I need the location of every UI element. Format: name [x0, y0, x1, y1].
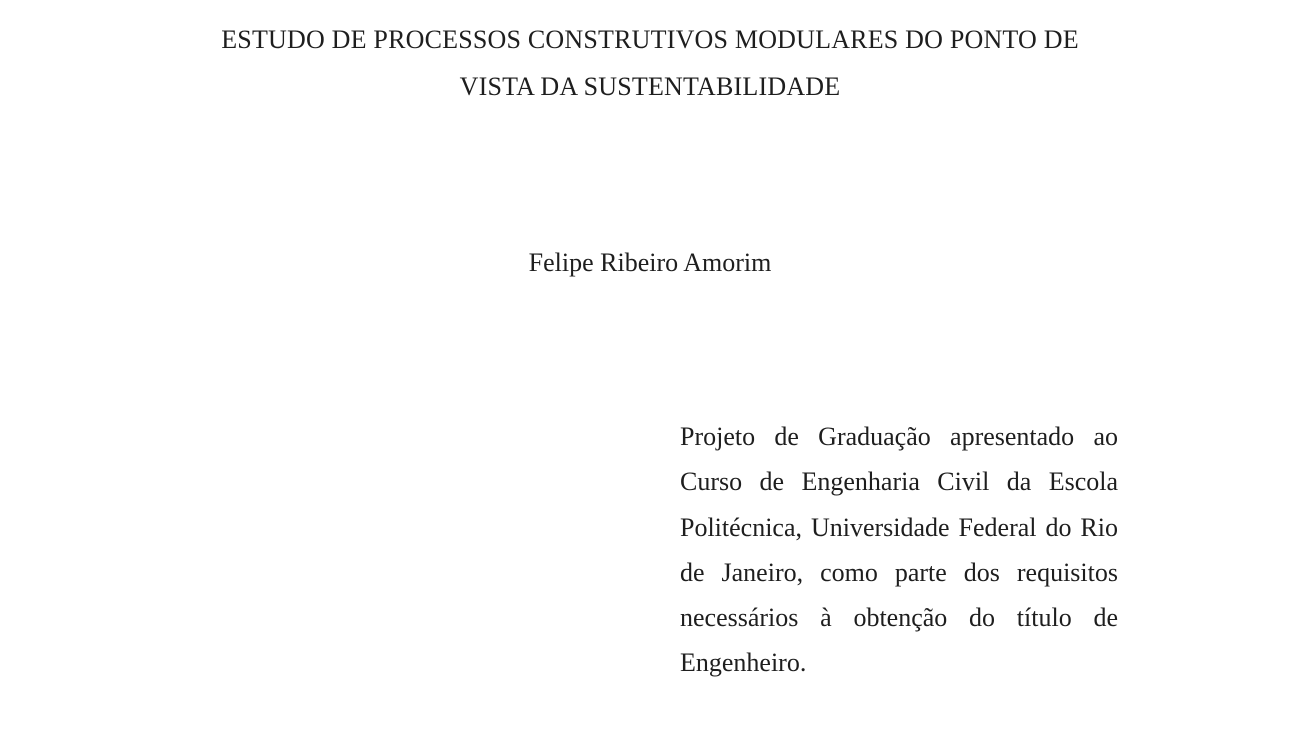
- statement-line: Projeto de Graduação apresentado ao: [680, 422, 1118, 451]
- thesis-statement: [680, 414, 1118, 686]
- statement-line: Curso de Engenharia Civil da Escola: [680, 467, 1118, 497]
- document-title: [0, 16, 1300, 110]
- statement-line: Engenheiro.: [680, 648, 807, 678]
- statement-line: Politécnica, Universidade Federal do Rio: [680, 512, 1118, 542]
- document-title-line-2: VISTA DA SUSTENTABILIDADE: [459, 72, 841, 101]
- author-name: Felipe Ribeiro Amorim: [528, 248, 772, 277]
- document-title-line-1: ESTUDO DE PROCESSOS CONSTRUTIVOS MODULARES DO PONTO DE: [221, 25, 1079, 54]
- statement-line: de Janeiro, como parte dos requisitos: [680, 557, 1118, 587]
- statement-line: necessários à obtenção do título de: [680, 603, 1118, 633]
